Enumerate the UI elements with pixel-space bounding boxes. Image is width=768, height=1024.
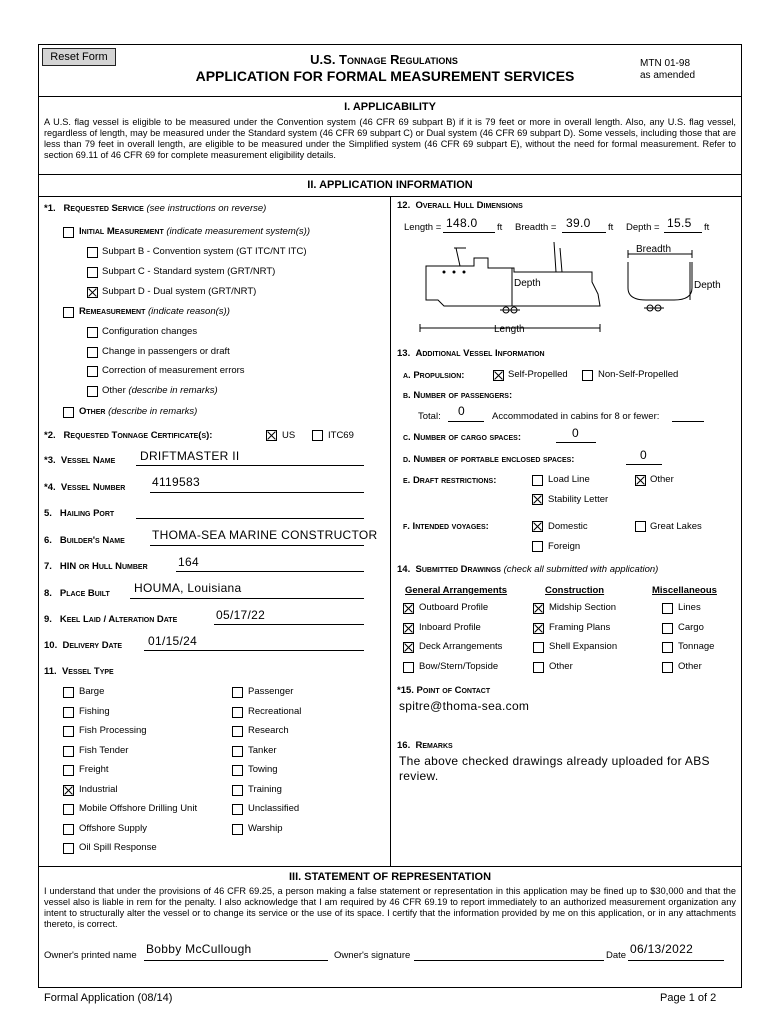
hull-number-line — [176, 571, 364, 572]
depth-line — [664, 232, 702, 233]
vessel-name-field[interactable]: DRIFTMASTER II — [140, 449, 240, 463]
self-propelled-checkbox[interactable] — [493, 370, 504, 381]
q9-number: 9. — [44, 614, 52, 625]
vessel-name-label: Vessel Name — [60, 455, 116, 466]
owner-name-label: Owner's printed name — [44, 950, 137, 961]
checkbox-label: Passenger — [248, 686, 294, 697]
checkbox-label: Other — [549, 660, 573, 672]
checkbox[interactable] — [533, 603, 544, 614]
delivery-date-field[interactable]: 01/15/24 — [148, 634, 198, 648]
q15-number: *15. — [397, 685, 414, 696]
owner-name-line — [144, 960, 328, 961]
non-self-propelled-label: Non-Self-Propelled — [598, 369, 679, 380]
vessel-profile — [426, 258, 600, 306]
application-heading: II. APPLICATION INFORMATION — [307, 179, 473, 191]
checkbox-label: Bow/Stern/Topside — [419, 660, 499, 672]
footer-page-number: Page 1 of 2 — [660, 992, 717, 1004]
q5-number: 5. — [44, 508, 52, 519]
delivery-date-line — [144, 650, 364, 651]
checkbox[interactable] — [63, 843, 74, 854]
checkbox[interactable] — [63, 765, 74, 776]
diagram-depth-label: Depth — [514, 278, 541, 289]
portable-spaces-label: d. Number of portable enclosed spaces: — [403, 454, 575, 465]
initial-measurement-hint: (indicate measurement system(s)) — [166, 226, 310, 237]
date-field[interactable]: 06/13/2022 — [630, 942, 694, 956]
checkbox-label: Cargo — [678, 621, 704, 633]
remarks-field[interactable]: The above checked drawings already uploaded for ABS review. — [399, 754, 710, 783]
great-lakes-label: Great Lakes — [650, 521, 702, 532]
breadth-unit: ft — [608, 222, 614, 233]
submitted-drawings-label: Submitted Drawings — [415, 564, 501, 575]
stability-letter-checkbox[interactable] — [532, 494, 543, 505]
reset-form-button[interactable]: Reset Form — [42, 48, 116, 66]
self-propelled-label: Self-Propelled — [508, 369, 568, 380]
checkbox-label: Fish Tender — [79, 744, 129, 756]
vessel-type-label: Vessel Type — [61, 666, 114, 677]
remarks-label: Remarks — [415, 740, 453, 751]
checkbox[interactable] — [232, 746, 243, 757]
tonnage-certificate-label — [44, 430, 212, 441]
form-title-regulations: U.S. Tonnage Regulations — [310, 52, 458, 67]
other-service-label: Other — [79, 406, 106, 417]
draft-other-label: Other — [650, 474, 674, 485]
checkbox[interactable] — [662, 623, 673, 634]
subpart-c-checkbox[interactable] — [87, 267, 98, 278]
hull-number-field[interactable]: 164 — [178, 555, 199, 569]
checkbox-label: Inboard Profile — [419, 621, 481, 633]
checkbox-label: Mobile Offshore Drilling Unit — [79, 803, 198, 814]
q16-number: 16. — [397, 740, 411, 751]
portable-spaces-line — [626, 464, 662, 465]
great-lakes-checkbox[interactable] — [635, 521, 646, 532]
q6-number: 6. — [44, 535, 52, 546]
place-built-line — [130, 598, 364, 599]
divider — [38, 866, 742, 867]
subpart-d-label: Subpart D - Dual system (GRT/NRT) — [102, 286, 257, 297]
checkbox[interactable] — [232, 707, 243, 718]
breadth-line — [562, 232, 606, 233]
cargo-spaces-line — [556, 442, 596, 443]
q4-number: *4. — [44, 482, 56, 493]
hull-dimensions-label: Overall Hull Dimensions — [415, 200, 523, 211]
builders-name-line — [150, 545, 364, 546]
checkbox-label: Shell Expansion — [549, 641, 618, 652]
general-arrangements-heading: General Arrangements — [405, 585, 508, 596]
checkbox-label: Towing — [248, 764, 278, 775]
hull-dimensions-diagram — [414, 238, 734, 338]
section-shape — [628, 262, 692, 300]
representation-heading: III. STATEMENT OF REPRESENTATION — [288, 871, 492, 883]
vessel-number-field[interactable]: 4119583 — [152, 475, 200, 489]
diagram-length-label: Length — [494, 324, 525, 335]
checkbox[interactable] — [533, 662, 544, 673]
cargo-spaces-field[interactable]: 0 — [572, 426, 579, 440]
length-label: Length = — [404, 222, 442, 233]
checkbox-label: Tanker — [248, 744, 277, 756]
remeasurement-hint: (indicate reason(s)) — [148, 306, 230, 317]
q1-title: Requested Service — [63, 203, 144, 214]
checkbox-label: Freight — [79, 764, 109, 775]
checkbox[interactable] — [403, 623, 414, 634]
checkbox[interactable] — [63, 746, 74, 757]
checkbox-label: Outboard Profile — [419, 602, 489, 613]
delivery-date-label: Delivery Date — [62, 640, 123, 651]
cabins-label: Accommodated in cabins for 8 or fewer: — [492, 411, 660, 422]
total-passengers-field[interactable]: 0 — [458, 404, 465, 418]
checkbox[interactable] — [403, 662, 414, 673]
checkbox[interactable] — [63, 804, 74, 815]
additional-info-label: Additional Vessel Information — [415, 348, 545, 359]
domestic-label: Domestic — [548, 521, 588, 532]
breadth-label: Breadth = — [515, 222, 557, 233]
place-built-field[interactable]: HOUMA, Louisiana — [134, 581, 242, 595]
draft-restrictions-label: e. Draft restrictions: — [403, 475, 497, 486]
checkbox-label: Tonnage — [678, 641, 715, 652]
place-built-label: Place Built — [59, 588, 110, 599]
passengers-label: b. Number of passengers: — [403, 390, 513, 401]
section-marker — [644, 305, 664, 311]
requested-service-label — [44, 203, 266, 214]
q10-number: 10. — [44, 640, 58, 651]
point-of-contact-field[interactable]: spitre@thoma-sea.com — [399, 699, 530, 713]
form-title: APPLICATION FOR FORMAL MEASUREMENT SERVICES — [195, 68, 575, 84]
total-passengers-label: Total: — [418, 411, 441, 422]
checkbox[interactable] — [63, 824, 74, 835]
other-service-checkbox[interactable] — [63, 407, 74, 418]
checkbox[interactable] — [63, 687, 74, 698]
cargo-spaces-label: c. Number of cargo spaces: — [403, 432, 521, 443]
configuration-changes-checkbox[interactable] — [87, 327, 98, 338]
change-passengers-checkbox[interactable] — [87, 347, 98, 358]
checkbox-label: Training — [248, 783, 282, 795]
q11-number: 11. — [44, 666, 57, 677]
checkbox-label: Warship — [248, 822, 283, 834]
other-reason-label: Other — [102, 385, 126, 396]
domestic-checkbox[interactable] — [532, 521, 543, 532]
checkbox-label: Midship Section — [549, 602, 617, 613]
owner-signature-line[interactable] — [414, 960, 604, 961]
depth-label: Depth = — [626, 222, 660, 233]
remeasurement-checkbox[interactable] — [63, 307, 74, 318]
checkbox-label: Industrial — [79, 783, 118, 795]
divider — [38, 96, 742, 97]
breadth-field[interactable]: 39.0 — [566, 216, 591, 230]
checkbox[interactable] — [232, 726, 243, 737]
miscellaneous-heading: Miscellaneous — [652, 585, 717, 596]
checkbox-label: Research — [248, 725, 289, 736]
applicability-heading: I. APPLICABILITY — [344, 101, 436, 113]
vessel-number-label: Vessel Number — [60, 482, 126, 493]
checkbox-label: Unclassified — [248, 803, 300, 814]
change-passengers-label: Change in passengers or draft — [102, 346, 230, 357]
builders-name-label: Builder's Name — [59, 535, 125, 546]
non-self-propelled-checkbox[interactable] — [582, 370, 593, 381]
q3-number: *3. — [44, 455, 56, 466]
foreign-checkbox[interactable] — [532, 541, 543, 552]
total-passengers-line — [448, 421, 484, 422]
checkbox[interactable] — [662, 603, 673, 614]
stability-letter-label: Stability Letter — [548, 494, 609, 505]
vessel-name-line — [136, 465, 364, 466]
itc69-certificate-label: ITC69 — [328, 430, 354, 441]
subpart-b-label: Subpart B - Convention system (GT ITC/NT ITC) — [102, 246, 307, 257]
checkbox[interactable] — [63, 726, 74, 737]
length-field[interactable]: 148.0 — [446, 216, 478, 230]
load-line-label: Load Line — [548, 474, 590, 485]
checkbox-label: Fish Processing — [79, 725, 147, 736]
checkbox[interactable] — [63, 707, 74, 718]
date-label: Date — [606, 950, 627, 961]
cabins-line — [672, 421, 704, 422]
hailing-port-line — [136, 518, 364, 519]
length-unit: ft — [497, 222, 503, 233]
other-service-hint: (describe in remarks) — [108, 406, 198, 417]
checkbox-label: Lines — [678, 602, 701, 613]
correction-errors-checkbox[interactable] — [87, 366, 98, 377]
load-line-checkbox[interactable] — [532, 475, 543, 486]
remeasurement-label: Remeasurement — [79, 306, 146, 317]
checkbox[interactable] — [662, 642, 673, 653]
length-line — [443, 232, 495, 233]
checkbox-label: Deck Arrangements — [419, 641, 503, 652]
checkbox-label: Framing Plans — [549, 621, 611, 633]
subpart-c-label: Subpart C - Standard system (GRT/NRT) — [102, 266, 276, 277]
subpart-d-checkbox[interactable] — [87, 287, 98, 298]
correction-errors-label: Correction of measurement errors — [102, 365, 245, 376]
diagram-depth2-label: Depth — [694, 280, 721, 291]
checkbox[interactable] — [63, 785, 74, 796]
initial-measurement-checkbox[interactable] — [63, 227, 74, 238]
checkbox[interactable] — [232, 785, 243, 796]
diagram-breadth-label: Breadth — [636, 244, 672, 255]
checkbox[interactable] — [232, 824, 243, 835]
q2-number: *2. — [44, 430, 56, 441]
checkbox[interactable] — [533, 642, 544, 653]
checkbox-label: Other — [678, 660, 702, 672]
submitted-drawings-hint: (check all submitted with application) — [503, 564, 659, 575]
keel-laid-label: Keel Laid / Alteration Date — [59, 614, 178, 625]
mtn-reference — [640, 58, 695, 82]
checkbox[interactable] — [232, 687, 243, 698]
q2-title: Requested Tonnage Certificate(s): — [63, 430, 213, 441]
checkbox[interactable] — [403, 603, 414, 614]
divider — [38, 174, 742, 175]
q12-number: 12. — [397, 200, 411, 211]
representation-text: I understand that under the provisions of 46 CFR 69.25, a person making a false statement or representation in this application may be fined up to $30,000 and that the vessel also is liable in rem for the penalty. I also acknowledge that I am required by 46 CFR 69.19 to report immediately to an authorized measurement organization any intent to structurally alter the vessel or to change its service or the use of its space. I certify that the information provided by me on this application, or in any attachments thereto, is correct. — [44, 886, 736, 929]
us-certificate-label: US — [282, 430, 296, 441]
q1-number: *1. — [44, 203, 56, 214]
hailing-port-label: Hailing Port — [59, 508, 115, 519]
checkbox-label: Offshore Supply — [79, 822, 147, 834]
portable-spaces-field[interactable]: 0 — [640, 448, 647, 462]
other-reason-hint: (describe in remarks) — [128, 385, 218, 396]
checkbox[interactable] — [403, 642, 414, 653]
checkbox-label: Oil Spill Response — [79, 842, 157, 853]
q13-number: 13. — [397, 348, 411, 359]
divider — [390, 196, 391, 866]
mtn-number: MTN 01-98 — [640, 58, 691, 69]
checkbox[interactable] — [533, 623, 544, 634]
q8-number: 8. — [44, 588, 52, 599]
initial-measurement-label: Initial Measurement — [79, 226, 164, 237]
footer-form-version: Formal Application (08/14) — [44, 992, 173, 1004]
draft-other-checkbox[interactable] — [635, 475, 646, 486]
configuration-changes-label: Configuration changes — [102, 326, 198, 337]
date-line — [628, 960, 724, 961]
checkbox[interactable] — [662, 662, 673, 673]
point-of-contact-label: Point of Contact — [416, 685, 491, 696]
builders-name-field[interactable]: THOMA-SEA MARINE CONSTRUCTOR — [152, 528, 378, 542]
checkbox-label: Fishing — [79, 705, 110, 717]
propulsion-label: a. Propulsion: — [403, 370, 465, 381]
checkbox[interactable] — [232, 765, 243, 776]
checkbox[interactable] — [232, 804, 243, 815]
intended-voyages-label: f. Intended voyages: — [403, 521, 489, 532]
applicability-text: A U.S. flag vessel is eligible to be measured under the Convention system (46 CFR 69 subpart B) if it is 79 feet or more in overall length. Also, any U.S. flag vessel, regardless of length, may be measured under the Standard system (46 CFR 69 subpart C) or Dual system (46 CFR 69 subpart D). Some vessels, including those that are less than 79 feet in overall length, are eligible to be measured under the Simplified system (46 CFR 69 subpart E), without the need for formal measurement. Refer to section 69.11 of 46 CFR 69 for complete measurement eligibility details. — [44, 117, 736, 160]
other-reason-checkbox[interactable] — [87, 386, 98, 397]
vessel-number-line — [150, 492, 364, 493]
q7-number: 7. — [44, 561, 52, 572]
us-certificate-checkbox[interactable] — [266, 430, 277, 441]
hull-number-label: HIN or Hull Number — [59, 561, 148, 572]
q1-hint: (see instructions on reverse) — [146, 203, 267, 214]
depth-unit: ft — [704, 222, 710, 233]
keel-laid-field[interactable]: 05/17/22 — [216, 608, 266, 622]
construction-heading: Construction — [545, 585, 605, 596]
subpart-b-checkbox[interactable] — [87, 247, 98, 258]
keel-laid-line — [214, 624, 364, 625]
q14-number: 14. — [397, 564, 411, 575]
owner-name-field[interactable]: Bobby McCullough — [146, 942, 252, 956]
mtn-amended: as amended — [640, 70, 696, 81]
profile-marker — [500, 307, 520, 313]
checkbox-label: Barge — [79, 686, 105, 697]
checkbox-label: Recreational — [248, 705, 302, 717]
depth-field[interactable]: 15.5 — [667, 216, 692, 230]
foreign-label: Foreign — [548, 541, 581, 552]
owner-signature-label: Owner's signature — [334, 950, 411, 961]
itc69-certificate-checkbox[interactable] — [312, 430, 323, 441]
